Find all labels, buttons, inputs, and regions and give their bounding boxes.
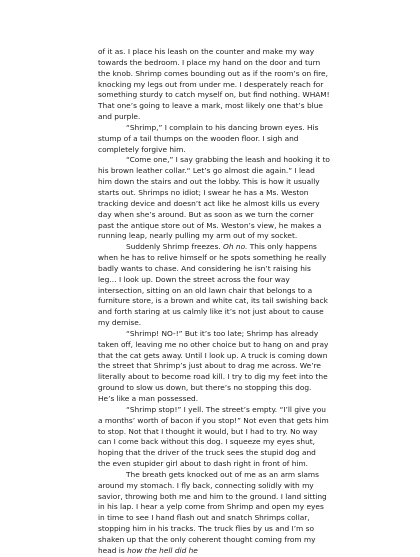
paragraph xyxy=(98,242,330,329)
text-run: Suddenly Shrimp freezes. xyxy=(126,242,224,252)
paragraph xyxy=(98,329,330,405)
text-run: The breath gets knocked out of me as an arm slams around my stomach. I fly back, connecting solidly with my savior, throwing both me and him to the ground. I land sitting in his lap. I hear a yelp come from Shrimp and open my eyes in time to see I hand flash out and snatch Shrimps collar, stopping him in his tracks. The truck flies by us and I’m so shaken up that the only coherent thought coming from my head is xyxy=(98,469,327,555)
paragraph xyxy=(98,123,330,156)
story-text xyxy=(98,47,330,557)
italic-text-run: Oh no. xyxy=(223,242,248,252)
text-run: “Shrimp stop!” I yell. The street’s empty. “I’ll give you a months’ worth of bacon if you stop!” Not even that gets him to stop. Not that I thought it would, but I had to try. No way can I come back without this dog. I squeeze my eyes shut, hoping that the driver of the truck sees the stupid dog and the even stupider girl about to dash right in front of him. xyxy=(98,404,329,469)
paragraph xyxy=(98,405,330,470)
paragraph xyxy=(98,155,330,242)
text-run: This only happens when he has to relive himself or he spots something he really badly wants to chase. And considering he isn’t raising his leg… I look up. Down the street across the four way intersection, sitting on an old lawn chair that belongs to a furniture store, is a brown and white cat, its tail swishing back and forth staring at us calmly like it’s not just about to cause my demise. xyxy=(98,242,328,328)
paragraph xyxy=(98,47,330,123)
italic-text-run: how the hell did he xyxy=(127,545,198,555)
text-run: “Come one,” I say grabbing the leash and hooking it to his brown leather collar.“ Let’s go almost die again.” I lead him down the stairs and out the lobby. This is how it usually starts out. Shrimps no idiot; I swear he has a Ms. Weston tracking device and doesn’t act like he almost kills us every day when she’s around. But as soon as we turn the corner past the antique store out of Ms. Weston’s view, he makes a running leap, nearly pulling my arm out of my socket. xyxy=(98,155,330,241)
text-run: “Shrimp! NO-!” But it’s too late; Shrimp has already taken off, leaving me no other choice but to hang on and pray that the cat gets away. Until I look up. A truck is coming down the street that Shrimp’s just about to drag me across. We’re literally about to become road kill. I try to dig my feet into the ground to slow us down, but there’s no stopping this dog. He’s like a man possessed. xyxy=(98,328,329,403)
text-run: “Shrimp,” I complain to his dancing brown eyes. His stump of a tail thumps on the wooden floor. I sigh and completely forgive him. xyxy=(98,122,319,154)
text-run: of it as. I place his leash on the counter and make my way towards the bedroom. I place my hand on the door and turn the knob. Shrimp comes bounding out as if the room’s on fire, knocking my legs out from under me. I desperately reach for something sturdy to catch myself on, but find nothing. WHAM! That one’s going to leave a mark, most likely one that’s blue and purple. xyxy=(98,47,330,122)
